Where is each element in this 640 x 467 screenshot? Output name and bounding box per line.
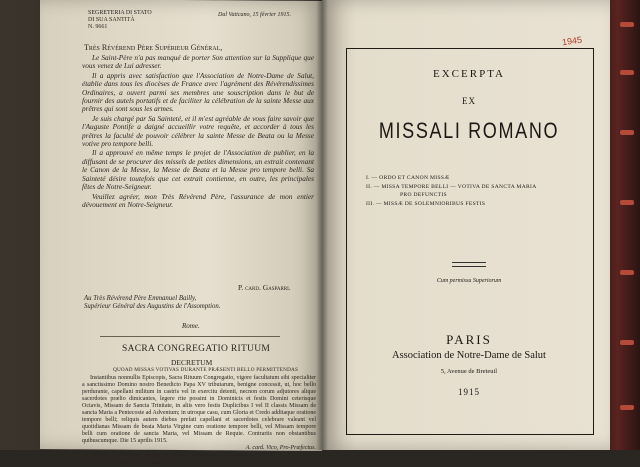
letter-date: Dal Vaticano, 15 février 1915. [218, 12, 291, 18]
book-gutter [316, 0, 328, 450]
publisher-address: 5, Avenue de Breteuil [440, 368, 498, 375]
permission-note: Cum permissu Superiorum [436, 278, 502, 284]
letter-salutation: Très Révérend Père Supérieur Général, [84, 43, 223, 52]
publisher-name: Association de Notre-Dame de Salut [392, 350, 546, 361]
page-edge-marker [620, 200, 634, 205]
secretariat-number: N. 9661 [88, 24, 108, 30]
decree-signature: A. card. Vico, Pro-Præfectus. [245, 445, 316, 452]
addressee-line: Au Très Révérend Père Emmanuel Bailly, [84, 295, 197, 302]
title-page-frame [346, 48, 594, 435]
decree-paragraph: Instantibus nonnullis Episcopis, Sacra Rituum Congregatio, vigore facultatum sibi specialiter a sanctissimo Domino nostro Benedicto Papa XV tributarum, benigne concessit, ut, hoc bello perdurante, capellani militum in castris vel in exercitu detenti, necnon corum adjutores alique sacerdotes prælio dimicantes, legere rite possint in Dominicis et festis Domini ceterisque Octavis, Missam de Sancta Trinitate, in aliis vero festis Duplicibus I vel II classis Missam de sancta Maria a Pentecoste ad Adventum; in utroque casu, cum Gloria et Credo additaque oratione tempore belli; reliquis autem diebus prefati capellani et sacerdotes celebrare valeant vel quotidianas Missam de beata Maria Virgine cum oratione tempore belli, vel Missam tempore belli cum oratione de sancta Maria, vel Missam de Requie. Contrariis non obstantibus quibuscumque. Die 15 aprilis 1915. [82, 375, 316, 445]
publisher-city: PARIS [446, 332, 492, 347]
decree-heading: SACRA CONGREGATIO RITUUM [122, 344, 271, 354]
page-edge-marker [620, 70, 634, 75]
letter-paragraph: Le Saint-Père n'a pas manqué de porter Son attention sur la Supplique que vous venez de Lui adresser. [82, 53, 314, 71]
decretum-subtitle: QUOAD MISSAS VOTIVAS DURANTE PRÆSENTI BELLO PERMITTENDAS [113, 367, 299, 373]
contents-item: III. — MISSÆ DE SOLEMNIORIBUS FESTIS [366, 200, 486, 207]
secretariat-line: DI SUA SANTITÀ [88, 17, 135, 23]
contents-item: PRO DEFUNCTIS [400, 192, 447, 198]
page-edge-marker [620, 270, 634, 275]
page-edge-marker [620, 405, 634, 410]
publication-year: 1915 [458, 387, 480, 397]
decree-source: (Acta Apost. Sedis, die 1 Junii 1915.) [90, 459, 180, 466]
contents-item: I. — ORDO ET CANON MISSÆ [366, 175, 450, 181]
contents-list [366, 174, 590, 208]
addressee-line: Supérieur Général des Augustins de l'Assomption. [84, 303, 221, 310]
letter-addressee [84, 295, 284, 311]
decree-secretary: † Petrus La Fontaine, Patriarcha electus Venetiarum, Secretarius. [90, 452, 249, 459]
page-edge-marker [620, 22, 634, 27]
decree-body [82, 375, 316, 467]
section-divider [100, 336, 280, 337]
letter-paragraph: Il a appris avec satisfaction que l'Association de Notre-Dame de Salut, établie dans tous les diocèses de France avec l'agrément des Révérendissimes Ordinaires, a ouvert parmi ses membres une souscription dans le but de fournir des autels portatifs et de faciliter la célébration de la sainte Messe aux prêtres qui sont sous les armes. [82, 70, 314, 114]
letter-body [82, 54, 314, 210]
title-ex: EX [462, 96, 476, 106]
letter-paragraph: Veuillez agréer, mon Très Révérend Père, l'assurance de mon entier dévouement en Notre-Seigneur. [82, 191, 314, 209]
page-edge-marker [620, 340, 634, 345]
handwritten-number: 1945 [561, 34, 583, 48]
secretariat-block [88, 10, 158, 31]
letter-paragraph: Je suis chargé par Sa Sainteté, et il m'est agréable de vous faire savoir que l'Auguste Pontife a daigné accueillir votre requête, et accorder à tous les prêtres la faculté de pouvoir célébrer la sainte Messe de Beata ou la Messe votive pro tempore belli. [82, 113, 314, 149]
ornament-rule [452, 262, 486, 267]
letter-place: Rome. [182, 322, 200, 330]
page-edge-marker [620, 130, 634, 135]
letter-signature: P. card. Gasparri. [238, 283, 291, 292]
letter-paragraph: Il a approuvé en même temps le projet de l'Association de publier, en la diffusant de se procurer des missels de petites dimensions, un extrait contenant le Canon de la Messe, la Messe de Beata et la Messe pro tempore belli. Sa Sainteté désire toutefois que cet extrait contienne, en outre, les principales fêtes de Notre-Seigneur. [82, 148, 314, 192]
book-title: MISSALI ROMANO [378, 118, 560, 143]
title-excerpta: EXCERPTA [433, 68, 505, 80]
contents-item: II. — MISSA TEMPORE BELLI — VOTIVA DE SANCTA MARIA [366, 183, 537, 190]
secretariat-line: SEGRETERIA DI STATO [88, 10, 152, 16]
decretum-title: DECRETUM [171, 358, 213, 367]
